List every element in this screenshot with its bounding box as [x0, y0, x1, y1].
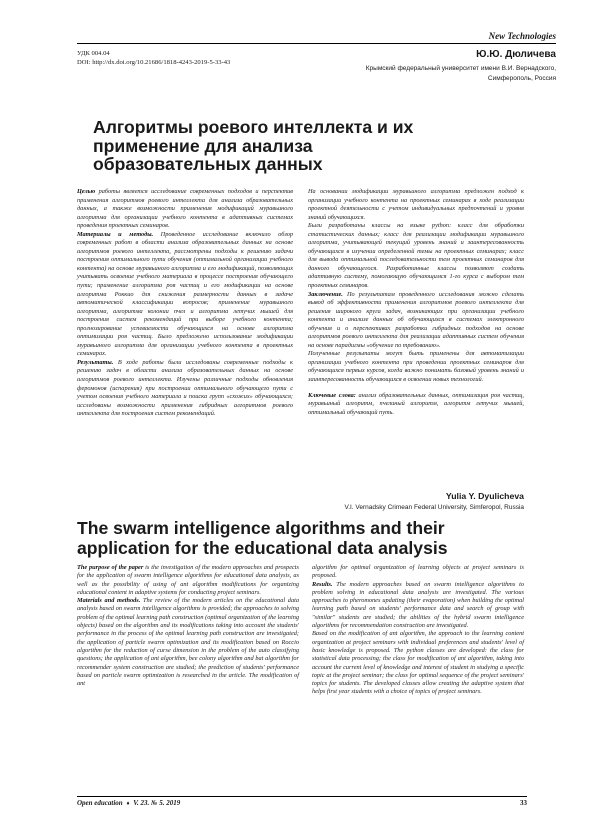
keywords-text-ru: анализ образовательных данных, оптимизация роя частиц, муравьиный алгоритм, пчелиный алгоритм, алгоритм летучих мышей, оптимальный обучающий путь. [308, 391, 524, 416]
results-text-en: The modern approaches based on swarm intelligence algorithms to problem solving in educational data analysis are investigated. The various approaches to pheromones updating (their evaporation) when building the optimal learning path based on students' performance data and search of group with "similar" students are studied; the abilities of the hybrid swarm intelligence algorithms for recommendation construction are investigated. [312, 580, 524, 630]
author-ru: Ю.Ю. Дюличева [476, 49, 556, 60]
paragraph-classes-en: Based on the modification of ant algorithm, the approach to the learning content organization at project seminars with individual preferences and students' level of basic knowledge is proposed. The python classes are developed: the class for statistical data processing; the class for modification of ant algorithm, taking into account the current level of knowledge and interest of student in studying a specific topic at the project seminar; the class for optimal sequence of the project seminars' topics for students. The developed classes allow creating the adaptive system that helps first year students with a choice of topics of project seminars. [312, 630, 524, 696]
paragraph-purpose-en [77, 564, 299, 597]
affiliation-ru: Крымский федеральный университет имени В.И. Вернадского, Симферополь, Россия [365, 65, 556, 82]
title-en: The swarm intelligence algorithms and their application for the educational data analysis [77, 518, 448, 558]
abstract-en-left [77, 564, 299, 688]
results-label-ru: Результаты. [77, 358, 114, 366]
abstract-ru-left [77, 188, 293, 419]
title-ru: Алгоритмы роевого интеллекта и их применение для анализа образовательных данных [93, 117, 414, 175]
results-label-en: Results. [312, 580, 333, 588]
methods-text-ru: Проведенное исследование включило обзор современных работ в области анализа образовательных данных на основе алгоритмов роевого интеллекта, рассмотрены подходы к решению задачи построения оптимального пути обучения (оптимальной организации учебного контента) на основе муравьиного алгоритма и его модификаций, позволяющих учитывать освоение учебного материала в процессе построения обучающего пути; применение алгоритма роя частиц и его модификации на основе алгоритма Роккио для снижения размерности данных в задаче автоматической классификации вопросов; применение муравьиного алгоритма, алгоритма колонии пчел и алгоритма летучих мышей для построения систем рекомендаций при выборе учебного контента; прогнозирование успеваемости обучающихся на основе алгоритма оптимизации роя частиц. Было предложено использование модификации муравьиного алгоритма для организации учебного контента в проектных семинарах. [77, 230, 293, 358]
paragraph-purpose-ru [77, 188, 293, 231]
results-text-ru: В ходе работы были исследованы современные подходы к решению задач в области анализа образовательных данных на основе алгоритмов роевого интеллекта. Изучены различные подходы обновления феромонов (испарения) при построении оптимального обучающего пути с учетом освоения учебного материала и поиска групп «схожих» обучающихся; исследованы возможности применения гибридных алгоритмов роевого интеллекта для построения систем рекомендаций. [77, 358, 293, 418]
issue-info: V. 23. № 5. 2019 [133, 799, 181, 807]
keywords-label-ru: Ключевые слова: [308, 391, 356, 399]
doi-link[interactable]: DOI: http://dx.doi.org/10.21686/1818-4243-2019-5-33-43 [77, 58, 231, 66]
conclusion-text-ru: По результатам проведенного исследования можно сделать вывод об эффективности применения алгоритмов роевого интеллекта для решения широкого круга задач, возникающих при организации учебного контента и анализе данных об обучающихся в системах электронного обучения и о перспективах разработки гибридных подходов на основе алгоритмов роевого интеллекта для реализации адаптивных систем обучения на основе парадигмы «обучение по требованию». [308, 290, 524, 349]
udc-code: УДК 004.04 [77, 50, 110, 57]
abstract-ru-right [308, 188, 524, 417]
purpose-text-ru: работы является исследование современных подходов и перспектив применения алгоритмов роевого интеллекта для анализа образовательных данных, а также возможности применения модификаций муравьиного алгоритма для организации учебного контента в адаптивных системах проведения проектных семинаров. [77, 188, 293, 230]
methods-label-en: Materials and methods. [77, 597, 141, 605]
paragraph-methods-ru [77, 231, 293, 359]
paragraph-keywords-ru [308, 392, 524, 418]
diamond-icon: ♦ [126, 801, 130, 807]
purpose-label-ru: Целью [77, 188, 96, 195]
udc-block [77, 50, 230, 67]
purpose-label-en: The purpose of the paper [77, 564, 144, 571]
paragraph-approach-ru: На основании модификации муравьиного алгоритма предложен подход к организации учебного контента на проектных семинарах в ходе реализации проектной деятельности с учетом индивидуальных предпочтений и уровня знаний обучающихся. [308, 188, 524, 221]
paragraph-application-ru: Полученные результаты могут быть применены для автоматизации организации учебного контента при проведении проектных семинаров для обучающихся первых курсов, когда важно понимать базовый уровень знаний и заинтересованность обучающихся в освоении новых технологий. [308, 350, 524, 384]
journal-name: Open education [77, 799, 123, 807]
methods-label-ru: Материалы и методы. [77, 230, 154, 238]
paragraph-classes-ru: Были разработаны классы на языке python: класс для обработки статистических данных; класс для реализации модификации муравьиного алгоритма, учитывающей текущий уровень знаний и заинтересованность обучающихся в изучении определенной темы на проектных семинарах; класс для вывода оптимальной последовательности тем проектных семинаров для данного обучающегося. Разработанные классы позволяют создать адаптивную систему, помогающую обучающимся 1-го курса с выбором тем проектных семинаров. [308, 222, 524, 290]
paragraph-conclusion-ru [308, 291, 524, 351]
purpose-text-en: is the investigation of the modern approaches and prospects for the application of swarm intelligence algorithms for educational data analysis, as well as the possibility of using of ant algorithm modifications for organizing educational content in adaptive systems for conducting project seminars. [77, 564, 299, 596]
paragraph-methods-en [77, 597, 299, 688]
paragraph-approach-en: algorithm for optimal organization of learning objects at project seminars is proposed. [312, 564, 524, 580]
page-number: 33 [520, 799, 527, 807]
author-en: Yulia Y. Dyulicheva [445, 491, 524, 501]
header-rule [77, 43, 556, 44]
conclusion-label-ru: Заключение. [308, 290, 343, 298]
footer-journal [77, 799, 180, 807]
section-name: New Technologies [488, 31, 556, 41]
paragraph-results-en [312, 581, 524, 631]
abstract-en-right [312, 564, 524, 697]
footer-rule [77, 796, 527, 797]
paragraph-results-ru [77, 359, 293, 419]
affiliation-en: V.I. Vernadsky Crimean Federal University, Simferopol, Russia [344, 504, 524, 511]
methods-text-en: The review of the modern articles on the educational data analysis based on swarm intelligence algorithms is provided; the approaches to solving problem of the optimal learning path construction (optimal organization of the learning objects) based on the algorithm and its modifications taking into account the students' performance in the process of the optimal learning path construction are investigated; the application of particle swarm optimization and its modification based on Roccio algorithm for the reduction of curse dimension in the problem of the auto classifying questions; the application of ant algorithm, bee colony algorithm and bat algorithm for recommender system construction are studied; the prediction of students' performance based on particle swarm optimization is researched in the article. The modification of ant [77, 597, 299, 688]
